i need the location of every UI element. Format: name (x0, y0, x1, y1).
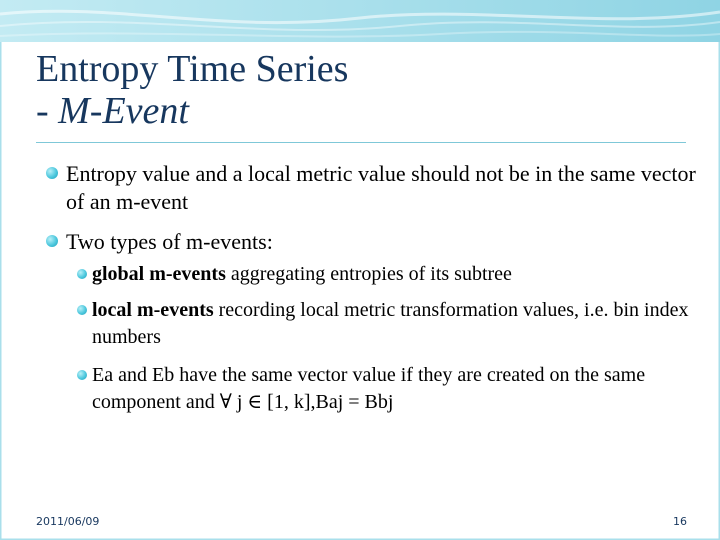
bullet-text: Entropy value and a local metric value should not be in the same vector of an m-event (66, 161, 696, 214)
sub-bullet-text (92, 362, 692, 416)
title-line-2 (36, 90, 348, 132)
title-divider (36, 142, 686, 143)
title-line-2-prefix: - (36, 90, 59, 132)
sub-bullet-bold: global m-events (92, 263, 226, 285)
slide-title (36, 48, 348, 132)
sub-bullet-text (92, 261, 692, 288)
sub-bullet-rest: Ea and Eb have the same vector value if they are created on the same component and ∀ j ∈ [1, k],Baj = Bbj (92, 364, 646, 413)
slide-number: 16 (673, 515, 687, 528)
footer-date: 2011/06/09 (36, 515, 100, 528)
title-line-1: Entropy Time Series (36, 48, 349, 90)
sub-bullet-icon (77, 370, 87, 380)
sub-bullet-icon (77, 269, 87, 279)
bullet-icon (46, 167, 58, 179)
sub-bullet-rest: recording local metric transformation values, i.e. bin index numbers (92, 299, 689, 348)
bullet-text: Two types of m-events: (66, 229, 273, 254)
sub-bullet-text (92, 297, 692, 351)
bullet-icon (46, 235, 58, 247)
title-line-2-italic: M-Event (58, 90, 189, 132)
sub-bullet-bold: local m-events (92, 299, 214, 321)
sub-bullet-icon (77, 305, 87, 315)
sub-bullet-rest: aggregating entropies of its subtree (225, 263, 512, 285)
